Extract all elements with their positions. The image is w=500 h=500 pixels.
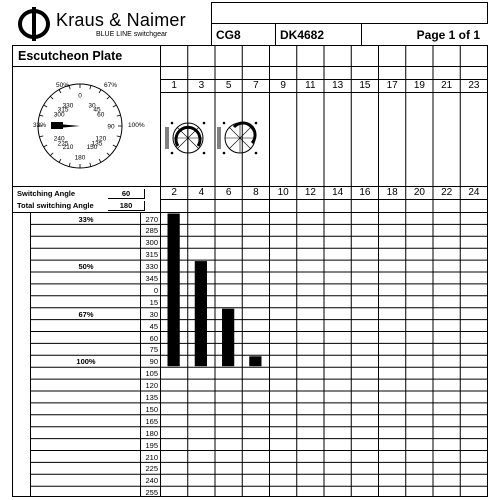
position-label: 33% — [78, 214, 94, 224]
dial-tick — [39, 115, 43, 116]
terminal-number: 13 — [332, 80, 344, 91]
angle-value: 195 — [145, 440, 158, 450]
switching-angle-value: 60 — [108, 189, 145, 199]
angle-value: 255 — [145, 488, 158, 498]
dial-tick-label: 300 — [53, 111, 65, 119]
terminal-number: 10 — [277, 187, 289, 198]
angle-value: 15 — [149, 297, 158, 307]
brand-logo — [16, 6, 52, 42]
dial-tick — [69, 85, 70, 89]
angle-value: 330 — [145, 262, 158, 272]
dial-tick — [107, 96, 110, 99]
angle-value: 60 — [149, 333, 158, 343]
angle-value: 225 — [145, 464, 158, 474]
dial-tick — [113, 105, 116, 107]
dial-label-33: 33% — [33, 122, 47, 129]
terminal-number: 16 — [359, 187, 371, 198]
dial-tick — [90, 85, 91, 89]
terminal-number: 15 — [359, 80, 371, 91]
dial-tick — [117, 136, 121, 137]
angle-value: 285 — [145, 226, 158, 236]
terminal-number: 24 — [468, 187, 480, 198]
contact-closed-bar — [168, 214, 180, 367]
contact-closed-bar — [195, 261, 207, 366]
total-angle-label: Total switching Angle — [17, 201, 94, 210]
angle-value: 150 — [145, 404, 158, 414]
position-label: 67% — [78, 309, 94, 319]
contact-diagram — [160, 115, 270, 161]
angle-value: 300 — [145, 238, 158, 248]
terminal-number: 5 — [225, 80, 232, 91]
angle-value: 165 — [145, 416, 158, 426]
drawing-number: DK4682 — [280, 28, 325, 42]
dial-tick — [59, 159, 61, 162]
angle-value: 315 — [145, 250, 158, 260]
terminal-number: 4 — [198, 187, 205, 198]
dial-tick-label: 330 — [62, 102, 74, 110]
terminal-number: 14 — [332, 187, 344, 198]
angle-value: 45 — [149, 321, 158, 331]
dial-tick — [44, 145, 47, 147]
angle-value: 0 — [153, 285, 158, 295]
angle-value: 120 — [145, 381, 158, 391]
dial-tick-label: 90 — [107, 123, 115, 131]
dial-tick-label: 315 — [57, 106, 69, 114]
terminal-number: 18 — [386, 187, 398, 198]
contact-closed-bar — [222, 309, 234, 367]
terminal-number: 20 — [413, 187, 425, 198]
dial-label-67: 67% — [104, 82, 118, 89]
series-code: CG8 — [216, 28, 241, 42]
angle-value: 270 — [145, 214, 158, 224]
dial-tick — [39, 136, 43, 137]
brand-tagline: BLUE LINE switchgear — [96, 31, 168, 38]
dial-tick — [107, 153, 110, 156]
angle-value: 180 — [145, 428, 158, 438]
escutcheon-dial — [28, 80, 158, 180]
terminal-number: 1 — [171, 80, 177, 91]
terminal-number: 21 — [441, 80, 453, 91]
contact-closed-bar — [249, 356, 261, 366]
angle-value: 30 — [149, 309, 158, 319]
dial-tick-label: 240 — [53, 135, 65, 143]
angle-value: 240 — [145, 476, 158, 486]
dial-tick-label: 120 — [95, 135, 107, 143]
terminal-number: 22 — [441, 187, 453, 198]
terminal-number: 3 — [198, 80, 205, 91]
terminal-number: 17 — [386, 80, 398, 91]
angle-value: 210 — [145, 452, 158, 462]
angle-value: 345 — [145, 274, 158, 283]
position-label: 50% — [78, 262, 94, 272]
dial-tick-label: 180 — [74, 154, 86, 162]
terminal-number: 6 — [225, 187, 232, 198]
angle-value: 75 — [149, 345, 158, 355]
dial-tick-label: 150 — [86, 144, 98, 152]
dial-tick — [113, 145, 116, 147]
terminal-number: 19 — [413, 80, 425, 91]
terminal-number: 7 — [253, 80, 259, 91]
terminal-number: 2 — [171, 187, 177, 198]
dial-label-50: 50% — [56, 82, 70, 89]
dial-tick-label: 135 — [91, 140, 103, 148]
dial-tick — [50, 153, 53, 156]
dial-tick — [99, 159, 101, 162]
dial-tick — [69, 163, 70, 167]
escutcheon-title: Escutcheon Plate — [18, 49, 123, 63]
page-indicator: Page 1 of 1 — [416, 28, 480, 42]
angle-value: 90 — [149, 357, 158, 367]
terminal-number: 8 — [253, 187, 259, 198]
total-angle-value: 180 — [108, 201, 145, 211]
dial-tick — [99, 90, 101, 93]
dial-tick-label: 60 — [97, 111, 105, 119]
position-label: 100% — [76, 357, 96, 367]
terminal-number: 23 — [468, 80, 480, 91]
dial-label-100: 100% — [128, 122, 145, 129]
terminal-number: 12 — [304, 187, 316, 198]
dial-tick-label: 210 — [62, 144, 74, 152]
dial-tick — [50, 96, 53, 99]
kn-logo-icon — [16, 6, 52, 42]
dial-tick-label: 45 — [93, 106, 101, 114]
dial-tick — [117, 115, 121, 116]
dial-tick — [90, 163, 91, 167]
terminal-number: 9 — [280, 80, 286, 91]
dial-tick — [59, 90, 61, 93]
dial-tick-label: 225 — [57, 140, 69, 148]
terminal-number: 11 — [305, 80, 316, 91]
angle-value: 135 — [145, 393, 158, 402]
dial-tick — [44, 105, 47, 107]
dial-tick-label: 0 — [78, 92, 82, 100]
dial-tick-label: 30 — [88, 102, 96, 110]
angle-value: 105 — [145, 369, 158, 379]
switching-angle-label: Switching Angle — [17, 189, 76, 198]
brand-name: Kraus & Naimer — [56, 10, 186, 30]
